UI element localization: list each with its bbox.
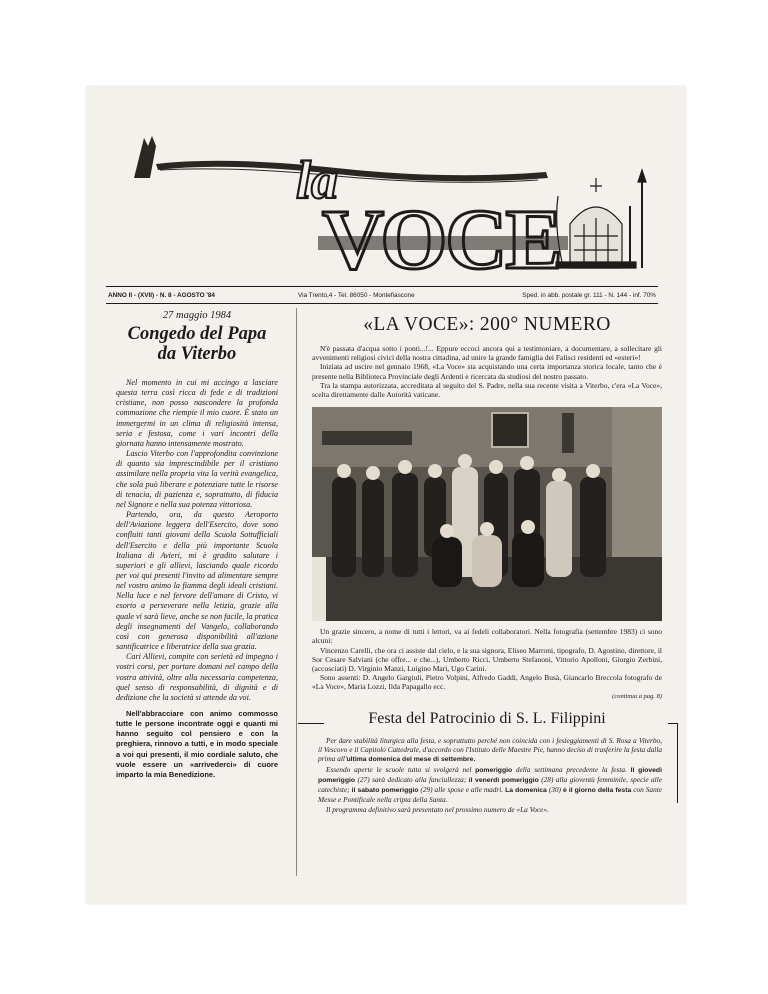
anniversary-article xyxy=(312,306,662,814)
article-paragraph: Tra la stampa autorizzata, accreditata al seguito del S. Padre, nella sua recente visita a Viterbo, c'era «La Voce», scelta direttamente dalle Autorità vaticane. xyxy=(312,380,662,400)
issue-info-bar xyxy=(106,286,658,304)
masthead-logo xyxy=(86,86,686,284)
festa-header xyxy=(312,710,662,730)
article-paragraph: Partendo, ora, da questo Aeroporto dell'Aviazione leggera dell'Esercito, dove sono confluiti tanti giovani della Scuola Sottufficiali dell'Esercito e della più importante Scuola Italiana di Avieri, mi è gradito salutare i superiori e gli allievi, lasciando quale ricordo per voi qui presenti l'invito ad alimentare sempre nel vostro animo la fiamma degli ideali cristiani. Nella luce e nel fervore dell'amore di Cristo, vi esorto a perseverare nella letizia, grazie alla quale vi sarà lieve, anche se non facile, la pratica degli insegnamenti del Vangelo, collaborando così con generosa disponibilità all'azione santificatrice e liberatrice della sua grazia. xyxy=(116,510,278,652)
papal-farewell-article xyxy=(116,306,278,780)
column-divider xyxy=(296,308,297,876)
masthead-title xyxy=(318,191,568,284)
group-photograph xyxy=(312,407,662,621)
article-paragraph: N'è passata d'acqua sotto i ponti...!... Eppure eccoci ancora qui a testimoniare, a documentare, a sollecitare gli avvenimenti religiosi civici della nostra cittadina, ad unire la grande famiglia dei Falisci residenti ed «esteri»! xyxy=(312,344,662,363)
festa-paragraph: Essendo aperte le scuole tutto si svolgerà nel pomeriggio della settimana precedente la festa. Il giovedì pomeriggio (27) sarà dedicato alla fanciullezza; il venerdì pomeriggio (28) alla gioventù femminile, specie alle catechiste; il sabato pomeriggio (29) alle spose e alle madri. La domenica (30) è il giorno della festa con Sante Messe e Pontificale nella cripta della Santa. xyxy=(318,764,662,805)
issue-number: ANNO II - (XVII) - N. 8 - AGOSTO '84 xyxy=(108,291,215,299)
anniversary-title: «LA VOCE»: 200° NUMERO xyxy=(363,314,611,335)
article-paragraph: Cari Allievi, compite con serietà ed impegno i vostri corsi, per portare domani nel campo della vostra attività, oltre alla necessaria competenza, quel senso di responsabilità, di dignità e di dedizione che la società si attende da voi. xyxy=(116,652,278,702)
festa-paragraph: Il programma definitivo sarà presentato nel prossimo numero de «La Voce». xyxy=(326,804,549,814)
festa-paragraph: Per dare stabilità liturgica alla festa, e soprattutto perché non coincida con i festeggiamenti di S. Rosa a Viterbo, il Vescovo e il Capitolo Cattedrale, d'accordo con l'Istituto delle Maestre Pie, hanno deciso di trasferire la festa dalla prima all'ultima domenica del mese di settembre. xyxy=(318,735,662,764)
article-paragraph: Lascio Viterbo con l'approfondita convinzione di quanto sia imprescindibile per il cristiano assimilare nella propria vita la verità evangelica, che sola può liberare e potenziare tutte le risorse di tenacia, di pazienza e, soprattutto, di fiducia nel Signore e nella sua potenza vittoriosa. xyxy=(116,449,278,509)
photo-caption: Un grazie sincero, a nome di tutti i lettori, va ai fedeli collaboratori. Nella fotografia (settembre 1983) ci sono alcuni: Vincenzo Carelli, che ora ci assiste dal cielo, e la sua signora, Eliseo Marroni, tipografo, D. Agostino, direttore, il Sor Cesare Salviani (che offre... e che...), Umberto Ricci, Umberto Stefanoni, Vittorio Apolloni, Giorgio Zerbini, (accosciati) D. Virginio Manzi, Luigino Mari, Ugo Carini. Sono assenti: D. Angelo Gargiuli, Pietro Volpini, Alfredo Gaddi, Angelo Busà, Giancarlo Breccola fotografo de «La Voce», Maria Lozzi, Ilda Papagallo ecc. (continua a pag. 8) xyxy=(312,627,662,700)
postal-info: Sped. in abb. postale gr. 111 - N. 144 - inf. 70% xyxy=(522,291,656,299)
newspaper-page xyxy=(86,86,686,904)
article-title: Congedo del Papa da Viterbo xyxy=(127,324,267,364)
article-closing-paragraph: Nell'abbracciare con animo commosso tutte le persone incontrate oggi e quanti mi hanno seguito col pensiero e con la preghiera, rinnovo a tutti, e in modo speciale a voi qui presenti, il mio cordiale saluto, che vuole essere un «arrivederci» di cuore imparto la mia Benedizione. xyxy=(116,709,278,779)
article-date: 27 maggio 1984 xyxy=(162,310,232,321)
article-paragraph: Nel momento in cui mi accingo a lasciare questa terra così ricca di fede e di tradizioni cristiane, non posso nascondere la profonda commozione che riempie il mio cuore. È stato un immergermi in un clima di religiosità intensa, seria e festosa, come i vari incontri della giornata hanno intensamente mostrato. xyxy=(116,378,278,448)
festa-title: Festa del Patrocinio di S. L. Filippini xyxy=(368,709,606,727)
editorial-address: Via Trento,4 - Tel. 86050 - Montefiascone xyxy=(298,291,415,299)
continued-link[interactable]: (continua a pag. 8) xyxy=(612,692,662,700)
masthead-article: la xyxy=(296,150,339,210)
dome-illustration xyxy=(556,170,646,268)
article-paragraph: Iniziata ad uscire nel gennaio 1968, «La Voce» sta acquistando una certa importanza storica locale, tanto che è presente nella Biblioteca Provinciale degli Ardenti e ricercata da studiosi del nostro passato. xyxy=(312,362,662,381)
